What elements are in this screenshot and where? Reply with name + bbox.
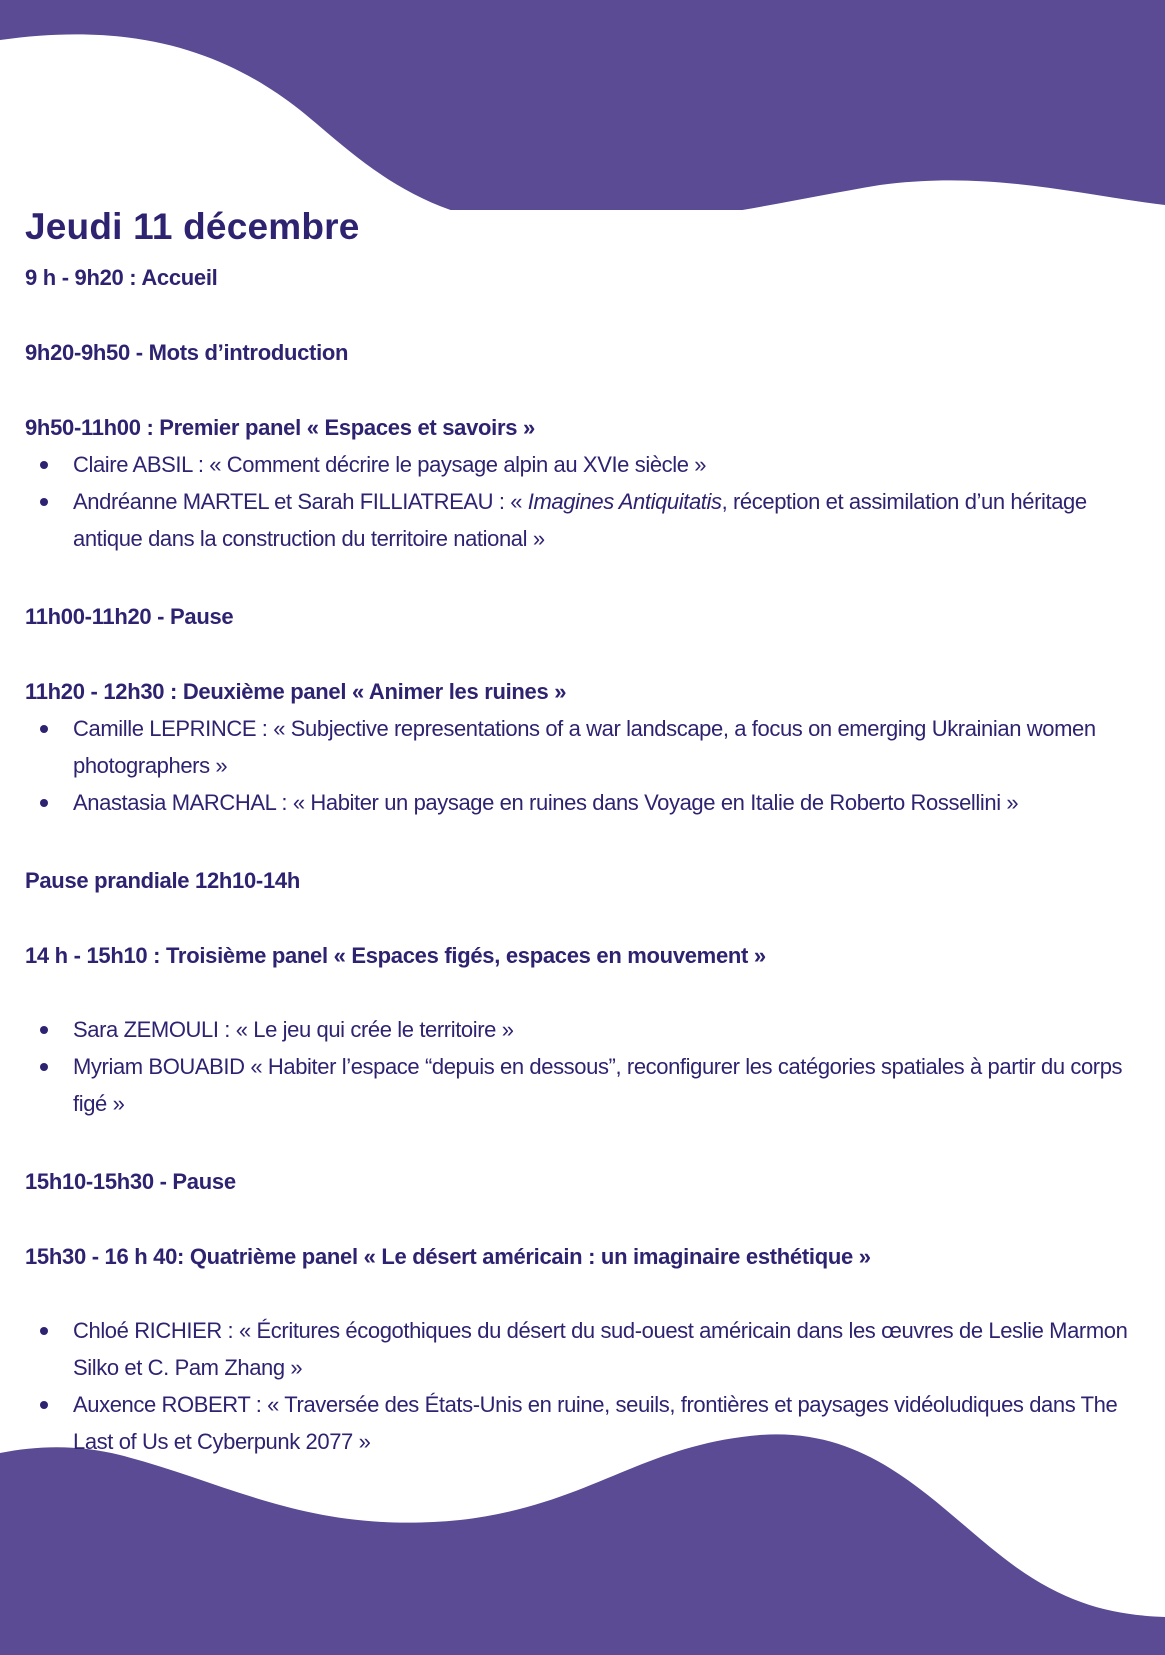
pause1-slot: 11h00-11h20 - Pause: [25, 604, 234, 630]
talk-text-start: Andréanne MARTEL et Sarah FILLIATREAU : «: [73, 489, 528, 515]
welcome-slot: 9 h - 9h20 : Accueil: [25, 265, 218, 291]
talk-text: Myriam BOUABID « Habiter l’espace “depuis en dessous”, reconfigurer les catégories spatiales à partir du corps figé »: [73, 1054, 1123, 1117]
list-item: [25, 446, 1145, 483]
bullet-icon: [40, 799, 48, 807]
panel2-talks: [25, 710, 1145, 821]
list-item: [25, 1011, 1145, 1048]
panel4-talks: [25, 1312, 1145, 1460]
talk-text-end: , réception et assimilation d’un héritage antique dans la construction du territoire national »: [73, 489, 1087, 552]
talk-text: Sara ZEMOULI : « Le jeu qui crée le territoire »: [73, 1017, 514, 1043]
panel2-heading: 11h20 - 12h30 : Deuxième panel « Animer les ruines »: [25, 679, 567, 705]
panel4-heading: 15h30 - 16 h 40: Quatrième panel « Le désert américain : un imaginaire esthétique »: [25, 1244, 871, 1270]
panel1-talks: [25, 446, 1145, 557]
program-content: [25, 205, 1145, 1460]
bullet-icon: [40, 1063, 48, 1071]
list-item: [25, 483, 1145, 557]
list-item: [25, 710, 1145, 784]
lunch-slot: Pause prandiale 12h10-14h: [25, 868, 300, 894]
panel3-talks: [25, 1011, 1145, 1122]
list-item: [25, 1312, 1145, 1386]
bullet-icon: [40, 1026, 48, 1034]
talk-text: Anastasia MARCHAL : « Habiter un paysage en ruines dans Voyage en Italie de Roberto Rossellini »: [73, 790, 1019, 816]
bullet-icon: [40, 725, 48, 733]
intro-slot: 9h20-9h50 - Mots d’introduction: [25, 340, 349, 366]
pause2-slot: 15h10-15h30 - Pause: [25, 1169, 236, 1195]
list-item: [25, 1048, 1145, 1122]
bullet-icon: [40, 461, 48, 469]
top-wave-decoration: [0, 0, 1165, 210]
bullet-icon: [40, 498, 48, 506]
talk-text: Claire ABSIL : « Comment décrire le paysage alpin au XVIe siècle »: [73, 452, 707, 478]
panel3-heading: 14 h - 15h10 : Troisième panel « Espaces figés, espaces en mouvement »: [25, 943, 766, 969]
talk-italic-title: Imagines Antiquitatis: [527, 489, 722, 515]
list-item: [25, 784, 1145, 821]
list-item: [25, 1386, 1145, 1460]
bullet-icon: [40, 1401, 48, 1409]
talk-text: Chloé RICHIER : « Écritures écogothiques du désert du sud-ouest américain dans les œuvres de Leslie Marmon Silko et C. Pam Zhang »: [73, 1318, 1128, 1381]
day-title: Jeudi 11 décembre: [25, 206, 360, 247]
talk-text: Auxence ROBERT : « Traversée des États-Unis en ruine, seuils, frontières et paysages vidéoludiques dans The Last of Us et Cyberpunk 2077 »: [73, 1392, 1118, 1455]
panel1-heading: 9h50-11h00 : Premier panel « Espaces et savoirs »: [25, 415, 535, 441]
talk-text: Camille LEPRINCE : « Subjective representations of a war landscape, a focus on emerging Ukrainian women photographers »: [73, 716, 1096, 779]
bullet-icon: [40, 1327, 48, 1335]
